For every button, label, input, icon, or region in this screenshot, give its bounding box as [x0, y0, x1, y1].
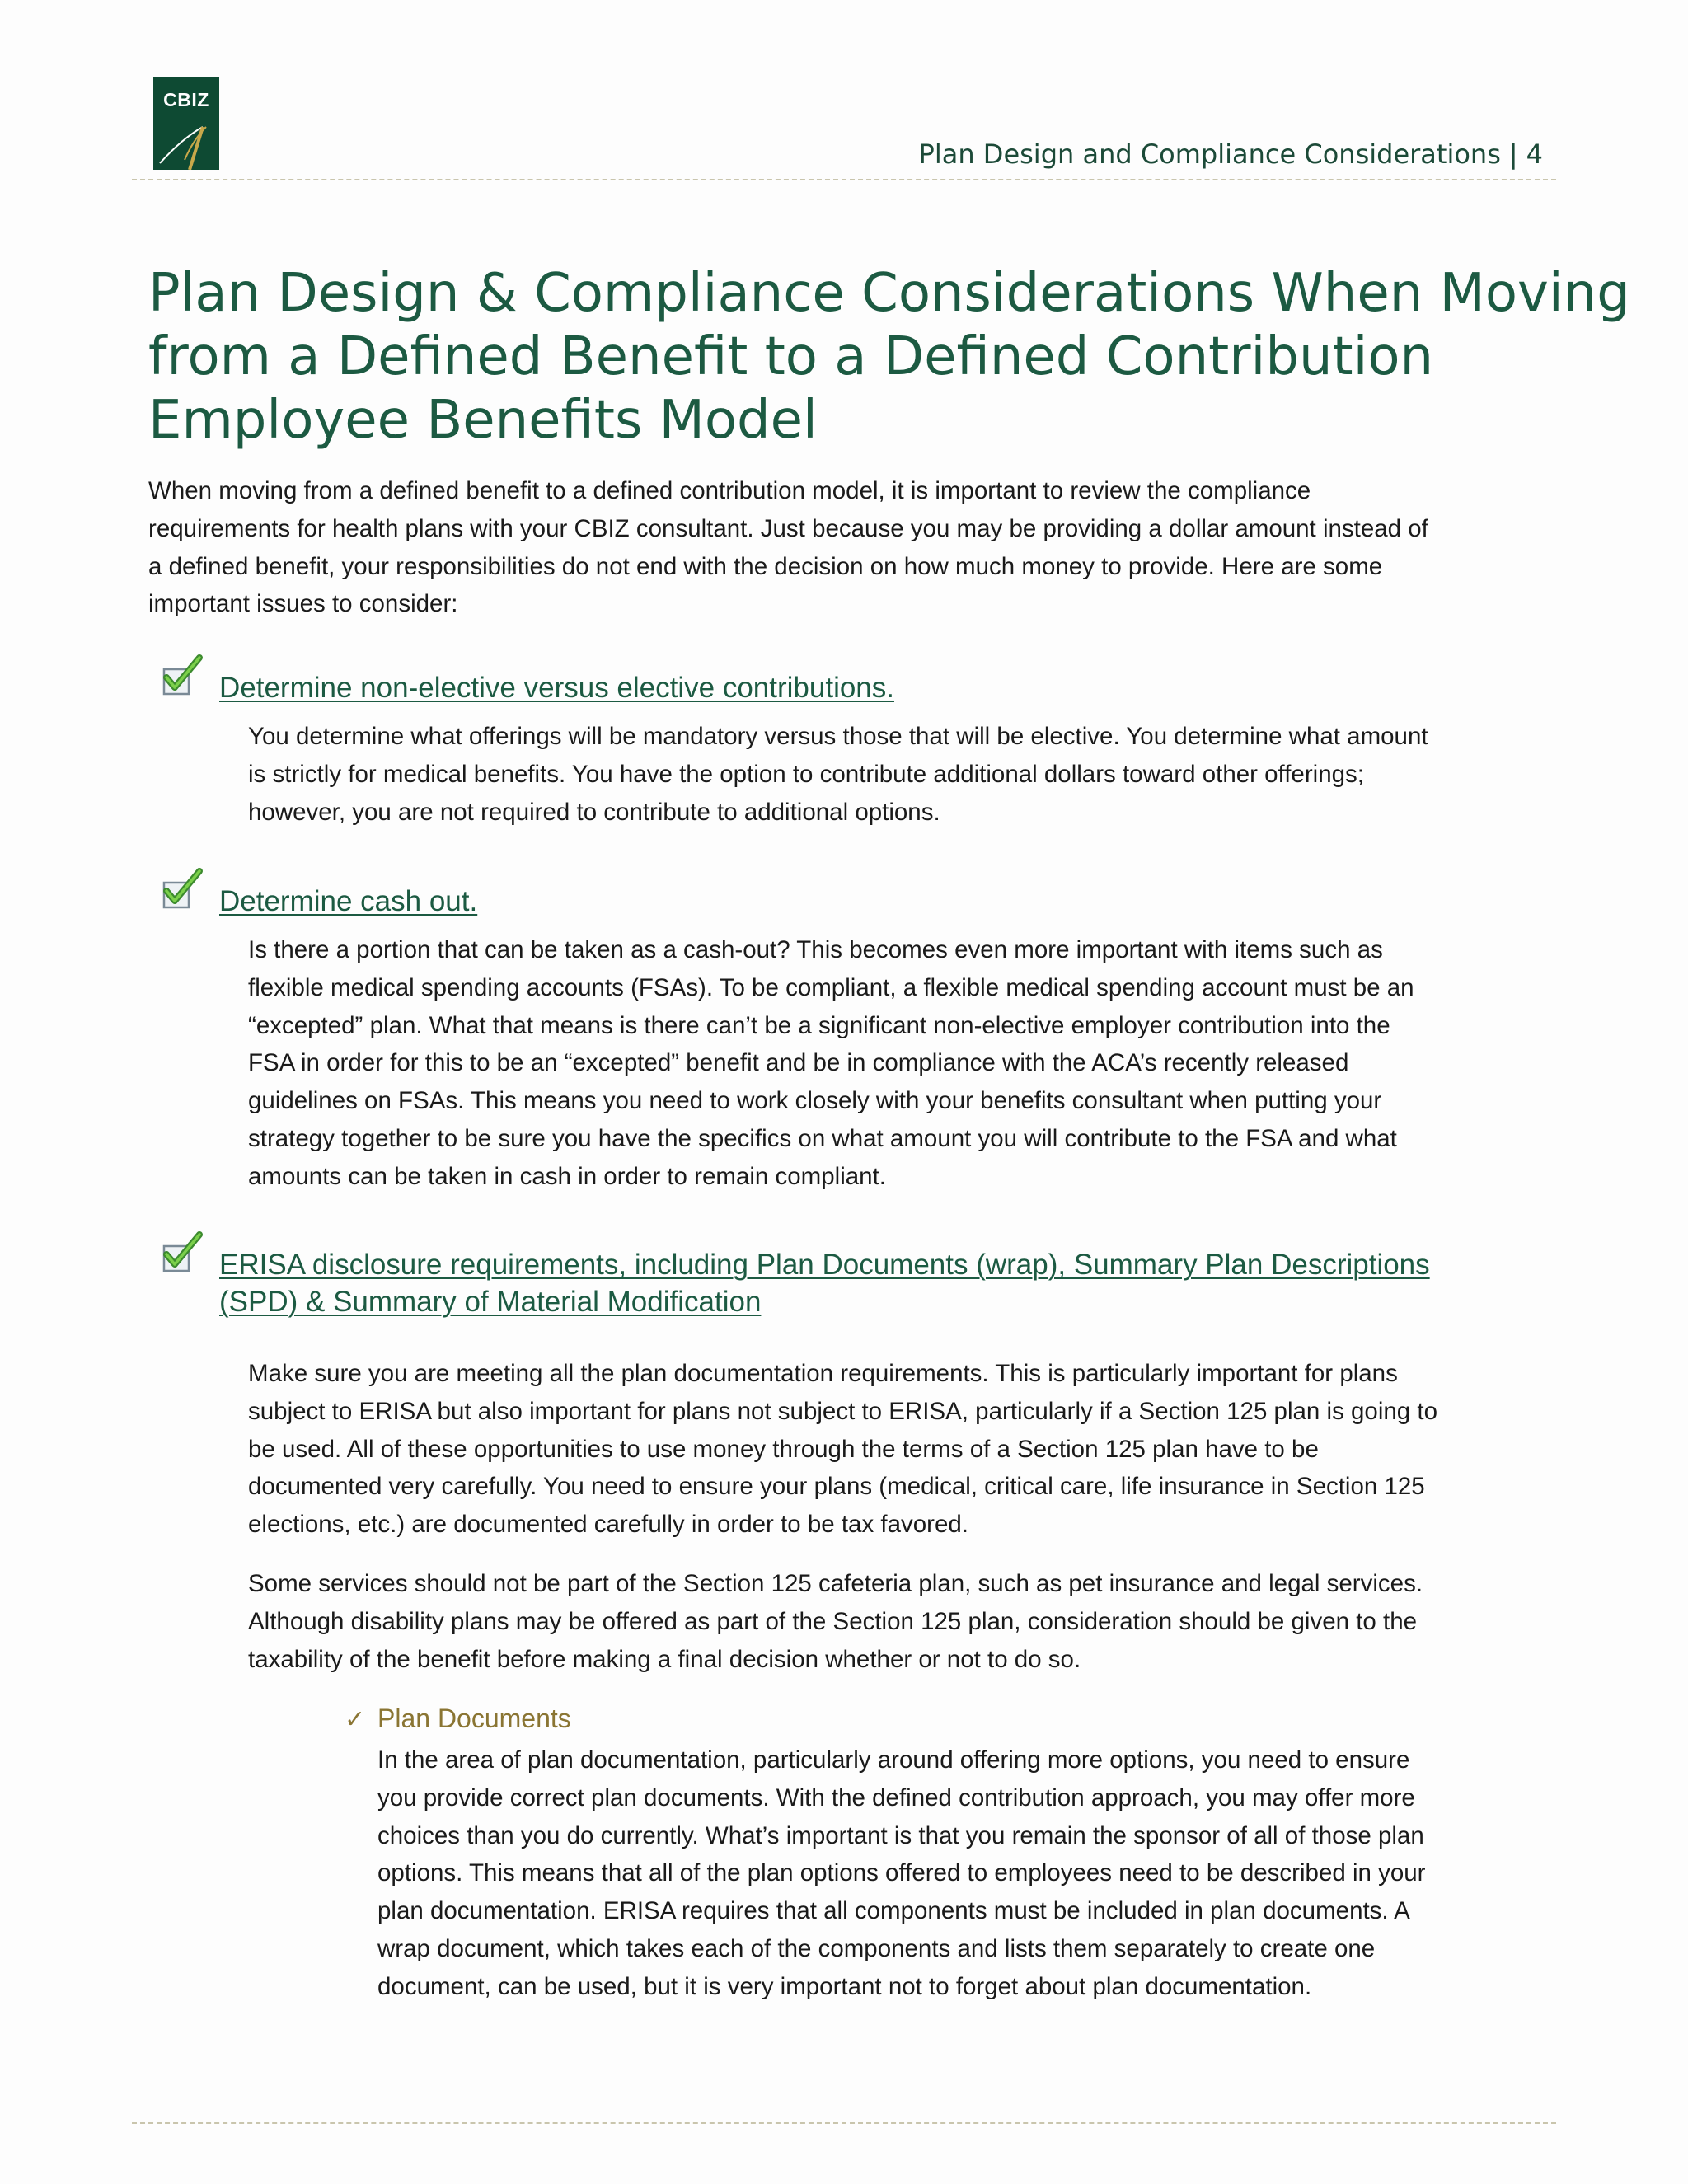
- text-line: guidelines on FSAs. This means you need to work closely with your benefits consultant when putting your: [248, 1087, 1382, 1115]
- page-title: [148, 262, 1630, 452]
- logo-text: CBIZ: [163, 89, 209, 110]
- section-paragraph: [248, 1565, 1423, 1678]
- checkmark-icon: ✓: [345, 1705, 366, 1734]
- subsection-heading-plan-documents: [345, 1700, 571, 1738]
- text-line: important issues to consider:: [148, 590, 458, 618]
- section-heading-contributions: [219, 669, 894, 706]
- page-number: 4: [1526, 138, 1543, 170]
- heading-line: ERISA disclosure requirements, including Plan Documents (wrap), Summary Plan Descriptions: [219, 1249, 1430, 1281]
- text-line: plan documentation. ERISA requires that all components must be included in plan documents. A: [377, 1897, 1410, 1925]
- text-line: a defined benefit, your responsibilities do not end with the decision on how much money to provide. Here are some: [148, 552, 1383, 580]
- title-line: Plan Design & Compliance Considerations When Moving: [148, 263, 1630, 324]
- running-header: [919, 138, 1543, 170]
- title-line: from a Defined Benefit to a Defined Contribution: [148, 326, 1434, 387]
- text-line: document, can be used, but it is very important not to forget about plan documentation.: [377, 1972, 1312, 2000]
- footer-divider: [132, 2122, 1556, 2124]
- text-line: you provide correct plan documents. With the defined contribution approach, you may offer more: [377, 1783, 1415, 1811]
- text-line: strategy together to be sure you have the specifics on what amount you will contribute to the FSA and what: [248, 1124, 1397, 1152]
- checkbox-checked-icon: [157, 1225, 209, 1277]
- section-heading-cash-out: [219, 883, 477, 920]
- text-line: be used. All of these opportunities to use money through the terms of a Section 125 plan have to be: [248, 1435, 1319, 1463]
- text-line: choices than you do currently. What’s important is that you remain the sponsor of all of those plan: [377, 1821, 1424, 1849]
- text-line: subject to ERISA but also important for plans not subject to ERISA, particularly if a Section 125 plan is going to: [248, 1397, 1438, 1425]
- text-line: FSA in order for this to be an “excepted” benefit and be in compliance with the ACA’s recently released: [248, 1049, 1349, 1077]
- checkbox-checked-icon: [157, 648, 209, 701]
- text-line: however, you are not required to contribute to additional options.: [248, 798, 940, 826]
- section-paragraph: [248, 1355, 1437, 1544]
- subsection-heading-label: Plan Documents: [377, 1704, 571, 1733]
- section-paragraph: [248, 718, 1428, 831]
- text-line: Although disability plans may be offered as part of the Section 125 plan, consideration should be given to the: [248, 1607, 1418, 1635]
- intro-paragraph: [148, 472, 1428, 623]
- title-line: Employee Benefits Model: [148, 390, 818, 451]
- text-line: You determine what offerings will be mandatory versus those that will be elective. You determine what amount: [248, 723, 1428, 750]
- text-line: Some services should not be part of the Section 125 cafeteria plan, such as pet insurance and legal services.: [248, 1570, 1423, 1597]
- section-heading-erisa: [219, 1246, 1430, 1320]
- text-line: options. This means that all of the plan options offered to employees need to be described in your: [377, 1859, 1426, 1887]
- text-line: flexible medical spending accounts (FSAs). To be compliant, a flexible medical spending account must be an: [248, 973, 1414, 1001]
- cbiz-logo: [153, 77, 219, 170]
- text-line: is strictly for medical benefits. You have the option to contribute additional dollars toward other offerings;: [248, 760, 1364, 788]
- text-line: When moving from a defined benefit to a defined contribution model, it is important to review the compliance: [148, 477, 1311, 504]
- text-line: In the area of plan documentation, particularly around offering more options, you need to ensure: [377, 1746, 1410, 1774]
- text-line: “excepted” plan. What that means is there can’t be a significant non-elective employer contribution into the: [248, 1011, 1390, 1039]
- section-paragraph: [248, 931, 1414, 1196]
- text-line: Make sure you are meeting all the plan documentation requirements. This is particularly important for plans: [248, 1360, 1398, 1387]
- running-header-title: Plan Design and Compliance Considerations: [918, 138, 1501, 170]
- heading-line: Determine non-elective versus elective contributions.: [219, 672, 894, 704]
- running-header-separator: |: [1508, 138, 1518, 170]
- heading-line: (SPD) & Summary of Material Modification: [219, 1286, 762, 1318]
- header-divider: [132, 179, 1556, 180]
- text-line: amounts can be taken in cash in order to remain compliant.: [248, 1162, 886, 1190]
- text-line: elections, etc.) are documented carefully in order to be tax favored.: [248, 1511, 968, 1539]
- checkbox-checked-icon: [157, 861, 209, 914]
- subsection-paragraph: [377, 1741, 1426, 2006]
- text-line: Is there a portion that can be taken as a cash-out? This becomes even more important with items such as: [248, 936, 1383, 963]
- text-line: documented very carefully. You need to ensure your plans (medical, critical care, life insurance in Section 125: [248, 1473, 1425, 1501]
- heading-line: Determine cash out.: [219, 885, 478, 917]
- text-line: requirements for health plans with your CBIZ consultant. Just because you may be providing a dollar amount instead of: [148, 514, 1428, 542]
- text-line: wrap document, which takes each of the components and lists them separately to create one: [377, 1934, 1376, 1962]
- text-line: taxability of the benefit before making a final decision whether or not to do so.: [248, 1645, 1081, 1673]
